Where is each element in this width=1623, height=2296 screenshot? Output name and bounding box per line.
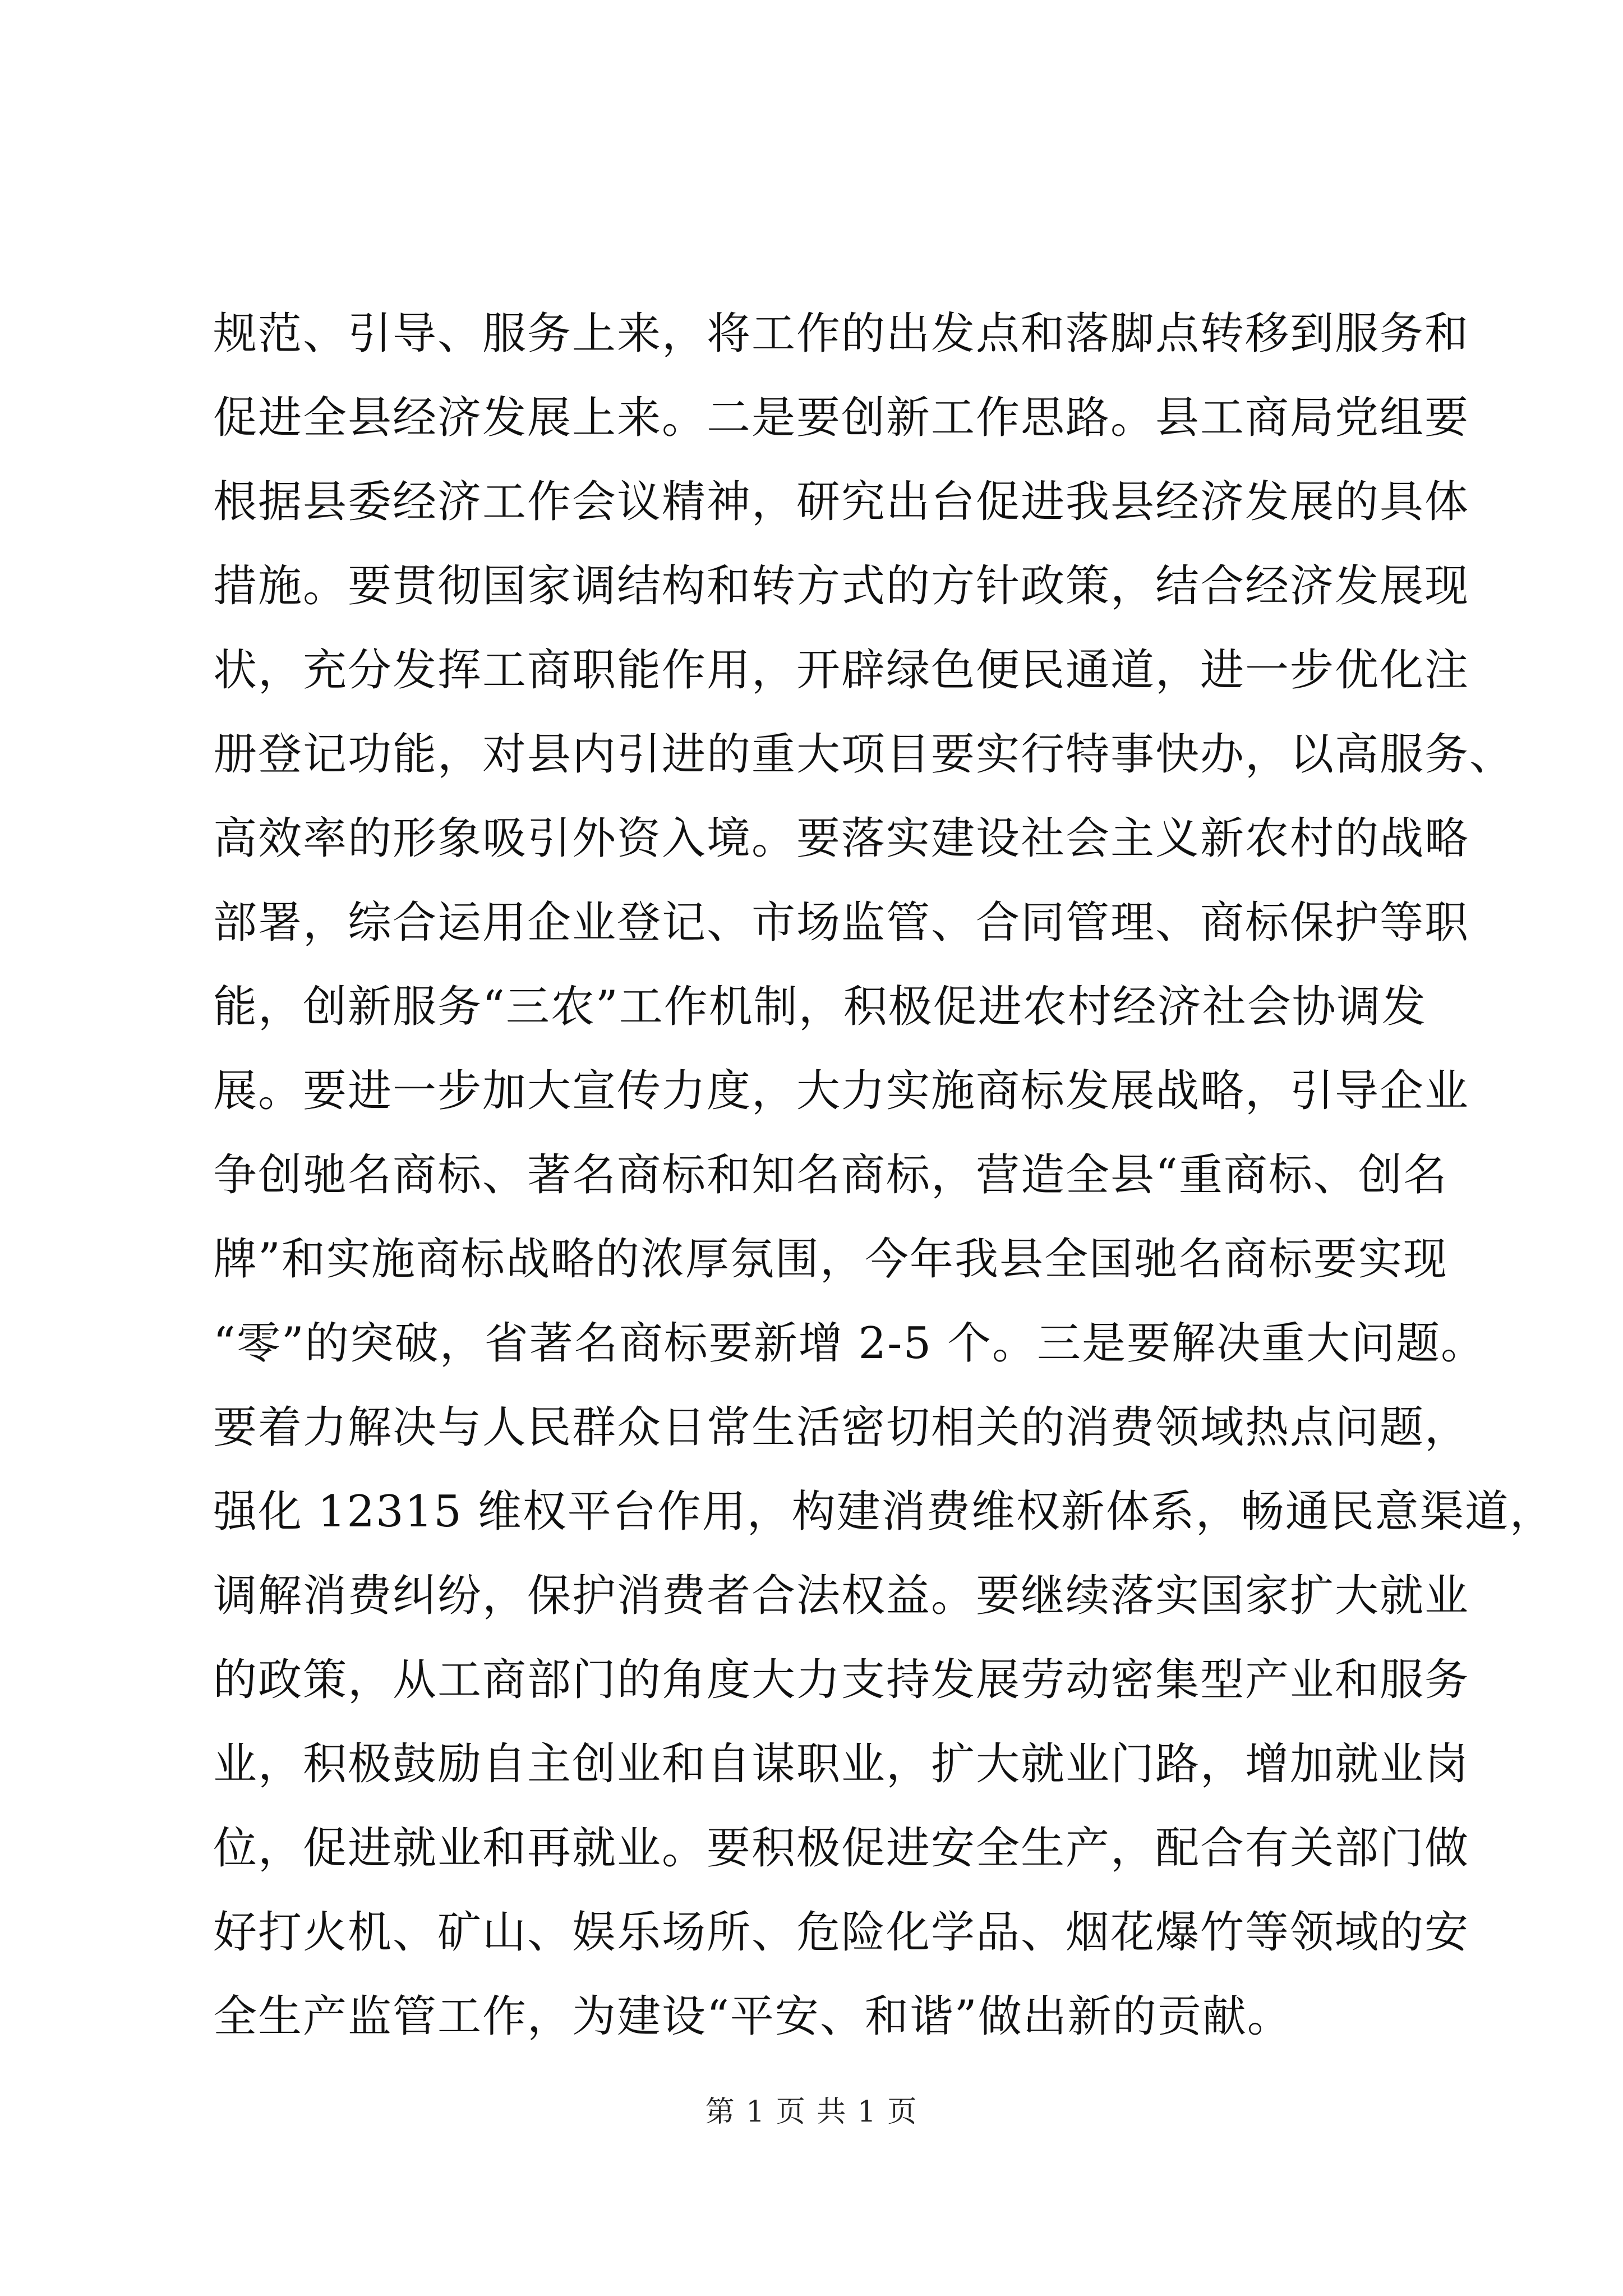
text-line-13: “零”的突破，省著名商标要新增 2-5 个。三是要解决重大问题。 (213, 1318, 1486, 1369)
text-line-1: 规范、引导、服务上来，将工作的出发点和落脚点转移到服务和 (213, 309, 1470, 359)
page-footer (0, 2090, 1623, 2134)
text-line-9: 能，创新服务“三农”工作机制，积极促进农村经济社会协调发 (213, 982, 1427, 1032)
text-line-6: 册登记功能，对县内引进的重大项目要实行特事快办，以高服务、 (213, 729, 1515, 780)
text-line-14: 要着力解决与人民群众日常生活密切相关的消费领域热点问题， (213, 1402, 1470, 1453)
text-line-15: 强化 12315 维权平台作用，构建消费维权新体系，畅通民意渠道， (213, 1487, 1555, 1537)
text-line-8: 部署，综合运用企业登记、市场监管、合同管理、商标保护等职 (213, 898, 1470, 948)
text-line-11: 争创驰名商标、著名商标和知名商标，营造全县“重商标、创名 (213, 1150, 1448, 1200)
text-line-19: 位，促进就业和再就业。要积极促进安全生产，配合有关部门做 (213, 1823, 1470, 1874)
text-line-5: 状，充分发挥工商职能作用，开辟绿色便民通道，进一步优化注 (213, 645, 1470, 696)
text-line-3: 根据县委经济工作会议精神，研究出台促进我县经济发展的具体 (213, 477, 1470, 527)
text-line-12: 牌”和实施商标战略的浓厚氛围，今年我县全国驰名商标要实现 (213, 1234, 1448, 1285)
text-line-2: 促进全县经济发展上来。二是要创新工作思路。县工商局党组要 (213, 393, 1470, 443)
text-line-17: 的政策，从工商部门的角度大力支持发展劳动密集型产业和服务 (213, 1655, 1470, 1705)
text-line-16: 调解消费纠纷，保护消费者合法权益。要继续落实国家扩大就业 (213, 1571, 1470, 1621)
body-text (213, 292, 1555, 2059)
text-line-10: 展。要进一步加大宣传力度，大力实施商标发展战略，引导企业 (213, 1066, 1470, 1116)
page-number: 第 1 页 共 1 页 (705, 2095, 918, 2129)
text-line-4: 措施。要贯彻国家调结构和转方式的方针政策，结合经济发展现 (213, 561, 1470, 611)
text-line-18: 业，积极鼓励自主创业和自谋职业，扩大就业门路，增加就业岗 (213, 1739, 1470, 1789)
text-line-7: 高效率的形象吸引外资入境。要落实建设社会主义新农村的战略 (213, 813, 1470, 864)
text-line-20: 好打火机、矿山、娱乐场所、危险化学品、烟花爆竹等领域的安 (213, 1907, 1470, 1958)
text-line-21: 全生产监管工作，为建设“平安、和谐”做出新的贡献。 (213, 1991, 1292, 2042)
